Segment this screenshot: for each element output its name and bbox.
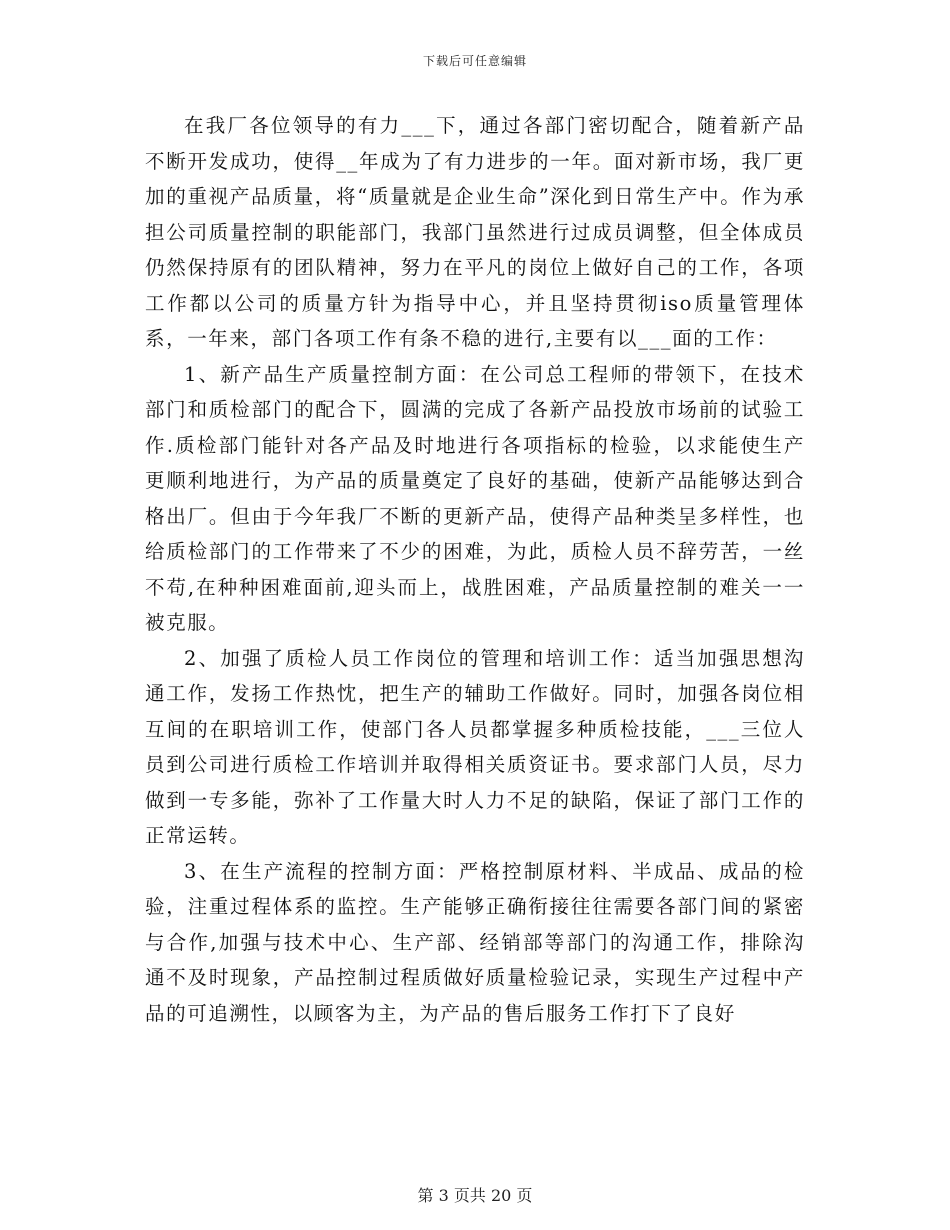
paragraph-item-1: 1、新产品生产质量控制方面：在公司总工程师的带领下，在技术部门和质检部门的配合下，圆满的完成了各新产品投放市场前的试验工作.质检部门能针对各产品及时地进行各项指标的检验，以求能使生产更顺利地进行，为产品的质量奠定了良好的基础，使新产品能够达到合格出厂。但由于今年我厂不断的更新产品，使得产品种类呈多样性，也给质检部门的工作带来了不少的困难，为此，质检人员不辞劳苦，一丝不苟,在种种困难面前,迎头而上，战胜困难，产品质量控制的难关一一被克服。 [145, 362, 805, 634]
paragraph-item-3: 3、在生产流程的控制方面：严格控制原材料、半成品、成品的检验，注重过程体系的监控。生产能够正确衔接往往需要各部门间的紧密与合作,加强与技术中心、生产部、经销部等部门的沟通工作，排除沟通不及时现象，产品控制过程质做好质量检验记录，实现生产过程中产品的可追溯性，以顾客为主，为产品的售后服务工作打下了良好 [145, 859, 805, 1025]
page-header: 下载后可任意编辑 [422, 54, 527, 68]
page-footer: 第 3 页共 20 页 [417, 1186, 533, 1205]
paragraph-intro: 在我厂各位领导的有力___下，通过各部门密切配合，随着新产品不断开发成功，使得__年成为了有力进步的一年。面对新市场，我厂更加的重视产品质量，将“质量就是企业生命”深化到日常生产中。作为承担公司质量控制的职能部门，我部门虽然进行过成员调整，但全体成员仍然保持原有的团队精神，努力在平凡的岗位上做好自己的工作，各项工作都以公司的质量方针为指导中心，并且坚持贯彻iso质量管理体系，一年来，部门各项工作有条不稳的进行,主要有以___面的工作： [145, 114, 805, 350]
document-body [145, 108, 805, 1031]
paragraph-item-2: 2、加强了质检人员工作岗位的管理和培训工作：适当加强思想沟通工作，发扬工作热忱，把生产的辅助工作做好。同时，加强各岗位相互间的在职培训工作，使部门各人员都掌握多种质检技能，___三位人员到公司进行质检工作培训并取得相关质资证书。要求部门人员，尽力做到一专多能，弥补了工作量大时人力不足的缺陷，保证了部门工作的正常运转。 [145, 646, 805, 847]
